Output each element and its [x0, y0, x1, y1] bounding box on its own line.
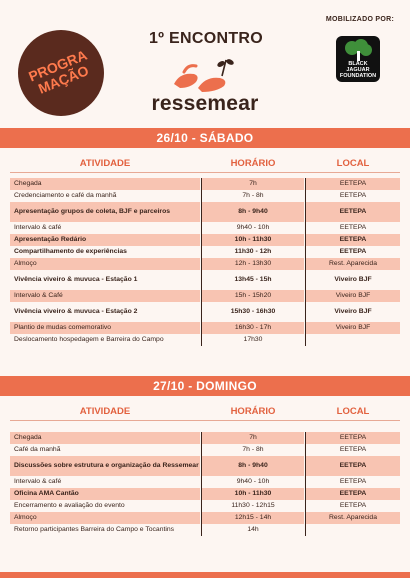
- bottom-band: [0, 572, 410, 578]
- column-header-location: LOCAL: [336, 406, 370, 417]
- table-row: [10, 290, 400, 302]
- table-row: [10, 270, 400, 290]
- activity-cell: Oficina AMA Cantão: [10, 488, 200, 500]
- location-cell: Viveiro BJF: [334, 308, 372, 316]
- programacao-badge: [18, 30, 104, 116]
- location-cell: EETEPA: [306, 178, 400, 190]
- column-header-activity: ATIVIDADE: [79, 406, 131, 417]
- column-header-time: HORÁRIO: [230, 406, 276, 417]
- table-row: [10, 178, 400, 190]
- column-divider: [201, 432, 202, 536]
- time-cell: 9h40 - 10h: [236, 224, 270, 232]
- time-cell: 9h40 - 10h: [236, 478, 270, 486]
- column-header-time: HORÁRIO: [230, 158, 276, 169]
- location-cell: EETEPA: [306, 202, 400, 222]
- day-band-sunday: [0, 376, 410, 396]
- time-cell: 7h: [202, 178, 304, 190]
- time-cell: 7h - 8h: [242, 446, 264, 454]
- time-cell: 11h30 - 12h15: [231, 502, 275, 510]
- location-cell: EETEPA: [306, 432, 400, 444]
- ressemear-hands-logo-icon: [170, 54, 240, 96]
- column-divider: [305, 178, 306, 346]
- table-row: [10, 322, 400, 334]
- activity-cell: Apresentação Redário: [10, 234, 200, 246]
- activity-cell: Compartilhamento de experiências: [14, 248, 127, 256]
- activity-cell: Discussões sobre estrutura e organização da Ressemear: [10, 456, 200, 476]
- sponsor-label: MOBILIZADO POR:: [325, 16, 395, 23]
- activity-cell: Vivência viveiro & muvuca - Estação 1: [14, 276, 138, 284]
- badge-text: PROGRA MAÇÃO: [26, 46, 92, 97]
- activity-cell: Retorno participantes Barreira do Campo e Tocantins: [14, 526, 175, 533]
- time-cell: 11h30 - 12h: [234, 248, 272, 256]
- time-cell: 12h15 - 14h: [202, 512, 304, 524]
- table-row: [10, 190, 400, 202]
- column-header-activity: ATIVIDADE: [79, 158, 131, 169]
- activity-cell: Credenciamento e café da manhã: [14, 192, 117, 200]
- table-row: [10, 456, 400, 476]
- time-cell: 10h - 11h30: [202, 488, 304, 500]
- day-band-saturday: [0, 128, 410, 148]
- location-cell: EETEPA: [339, 248, 367, 256]
- activity-cell: Intervalo & Café: [10, 290, 200, 302]
- table-row: [10, 500, 400, 512]
- activity-cell: Chegada: [10, 432, 200, 444]
- location-cell: [306, 334, 400, 354]
- time-cell: 7h - 8h: [242, 192, 264, 200]
- location-cell: Rest. Aparecida: [306, 512, 400, 524]
- ressemear-wordmark: ressemear: [151, 92, 259, 115]
- table-row: [10, 202, 400, 222]
- activity-cell: Chegada: [10, 178, 200, 190]
- day-title: 27/10 - DOMINGO: [153, 379, 257, 393]
- table-row: [10, 258, 400, 270]
- column-divider: [201, 178, 202, 346]
- activity-cell: Plantio de mudas comemorativo: [10, 322, 200, 334]
- activity-cell: Deslocamento hospedagem e Barreira do Campo: [14, 336, 164, 343]
- event-title: 1º ENCONTRO: [148, 30, 264, 47]
- location-cell: EETEPA: [306, 456, 400, 476]
- time-cell: 15h - 15h20: [202, 290, 304, 302]
- schedule-table-saturday: [10, 178, 400, 354]
- time-cell: 13h45 - 15h: [234, 276, 272, 284]
- sponsor-name: BLACK JAGUAR FOUNDATION: [339, 61, 377, 79]
- black-jaguar-foundation-logo: [336, 36, 380, 82]
- location-cell: EETEPA: [306, 234, 400, 246]
- activity-cell: Intervalo & café: [14, 224, 62, 232]
- table-row: [10, 488, 400, 500]
- activity-cell: Almoço: [10, 512, 200, 524]
- time-cell: 10h - 11h30: [202, 234, 304, 246]
- header-divider: [10, 420, 400, 421]
- activity-cell: Encerramento e avaliação do evento: [14, 502, 125, 510]
- table-row: [10, 234, 400, 246]
- time-cell: 17h30: [243, 336, 263, 343]
- location-cell: Viveiro BJF: [334, 276, 372, 284]
- location-cell: EETEPA: [339, 478, 367, 486]
- table-row: [10, 334, 400, 354]
- table-row: [10, 246, 400, 258]
- time-cell: 14h: [247, 526, 259, 533]
- column-divider: [305, 432, 306, 536]
- time-cell: 15h30 - 16h30: [230, 308, 276, 316]
- table-row: [10, 444, 400, 456]
- table-row: [10, 432, 400, 444]
- location-cell: EETEPA: [339, 502, 367, 510]
- location-cell: Viveiro BJF: [306, 322, 400, 334]
- location-cell: Viveiro BJF: [306, 290, 400, 302]
- column-header-location: LOCAL: [336, 158, 370, 169]
- time-cell: 7h: [202, 432, 304, 444]
- table-row: [10, 302, 400, 322]
- header-divider: [10, 172, 400, 173]
- time-cell: 12h - 13h30: [202, 258, 304, 270]
- location-cell: [306, 524, 400, 544]
- table-row: [10, 222, 400, 234]
- tree-icon: [342, 39, 374, 61]
- day-title: 26/10 - SÁBADO: [156, 131, 254, 145]
- activity-cell: Apresentação grupos de coleta, BJF e parceiros: [10, 202, 200, 222]
- location-cell: Rest. Aparecida: [306, 258, 400, 270]
- activity-cell: Café da manhã: [14, 446, 61, 454]
- time-cell: 16h30 - 17h: [202, 322, 304, 334]
- time-cell: 8h - 9h40: [202, 456, 304, 476]
- activity-cell: Intervalo & café: [14, 478, 62, 486]
- activity-cell: Almoço: [10, 258, 200, 270]
- location-cell: EETEPA: [339, 192, 367, 200]
- table-row: [10, 512, 400, 524]
- location-cell: EETEPA: [339, 224, 367, 232]
- table-row: [10, 524, 400, 544]
- location-cell: EETEPA: [306, 488, 400, 500]
- activity-cell: Vivência viveiro & muvuca - Estação 2: [14, 308, 138, 316]
- time-cell: 8h - 9h40: [202, 202, 304, 222]
- location-cell: EETEPA: [339, 446, 367, 454]
- table-row: [10, 476, 400, 488]
- schedule-table-sunday: [10, 432, 400, 544]
